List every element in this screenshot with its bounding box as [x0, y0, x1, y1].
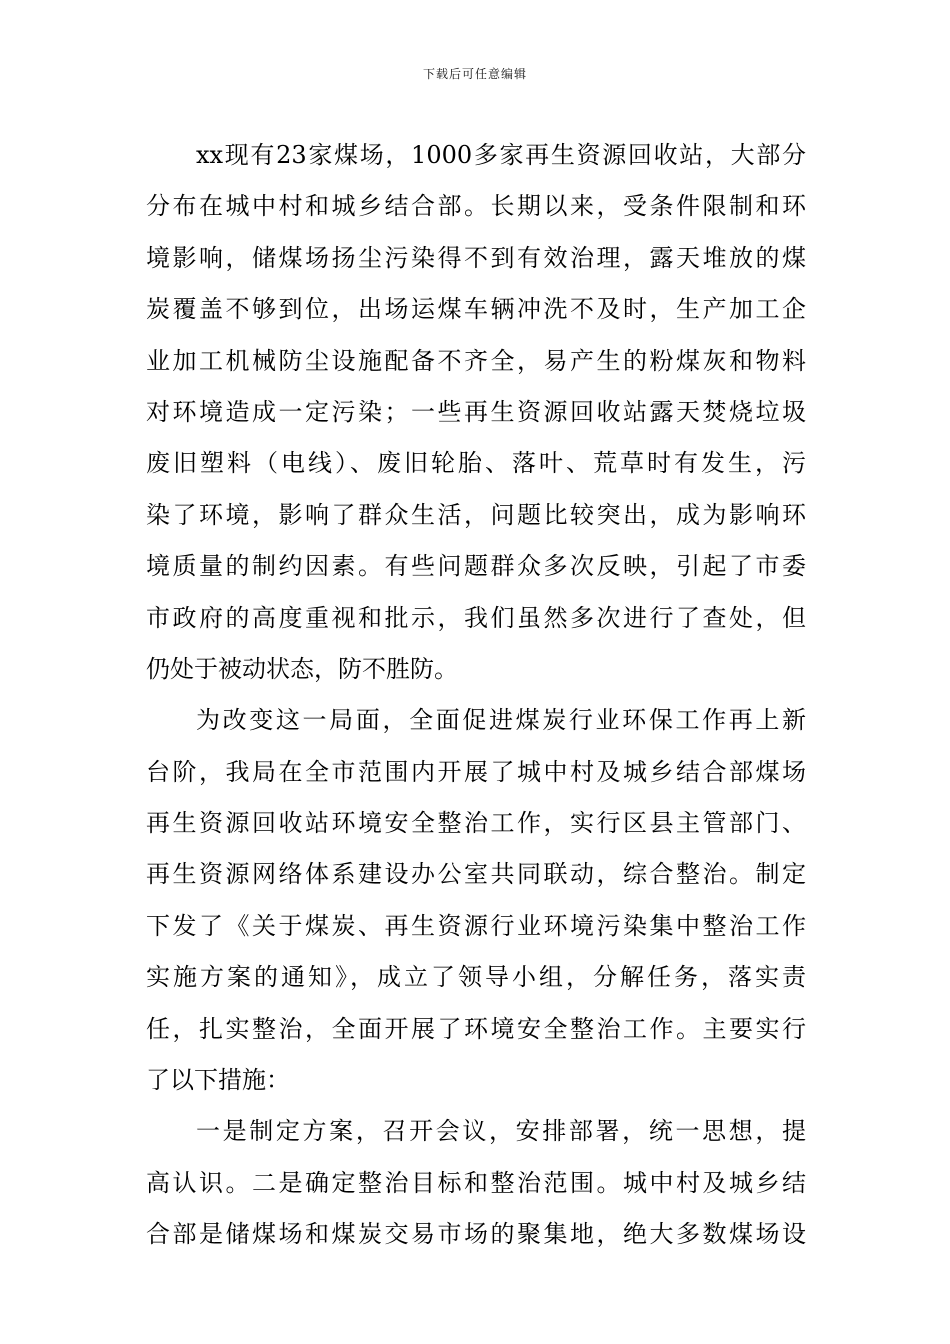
text-line: 为改变这一局面，全面促进煤炭行业环保工作再上新 — [196, 706, 806, 735]
body-text — [146, 130, 806, 1261]
text-line: 染了环境，影响了群众生活，问题比较突出，成为影响环 — [146, 500, 806, 529]
text-line: 台阶，我局在全市范围内开展了城中村及城乡结合部煤场 — [146, 757, 806, 786]
text-line: 仍处于被动状态，防不胜防。 — [146, 654, 458, 683]
text-line: 任，扎实整治，全面开展了环境安全整治工作。主要实行 — [146, 1014, 806, 1043]
text-line: 分布在城中村和城乡结合部。长期以来，受条件限制和环 — [146, 192, 806, 221]
text-line: 市政府的高度重视和批示，我们虽然多次进行了查处，但 — [146, 603, 806, 632]
text-line: 境影响，储煤场扬尘污染得不到有效治理，露天堆放的煤 — [146, 243, 806, 272]
text-line: 合部是储煤场和煤炭交易市场的聚集地，绝大多数煤场设 — [146, 1220, 806, 1249]
text-line: 实施方案的通知》，成立了领导小组，分解任务，落实责 — [146, 963, 806, 992]
text-line: 再生资源网络体系建设办公室共同联动，综合整治。制定 — [146, 860, 806, 889]
text-line: 对环境造成一定污染；一些再生资源回收站露天焚烧垃圾 — [146, 397, 806, 426]
text-line: xx现有23家煤场，1000多家再生资源回收站，大部分 — [196, 141, 806, 169]
text-line: 再生资源回收站环境安全整治工作，实行区县主管部门、 — [146, 809, 806, 838]
text-line: 业加工机械防尘设施配备不齐全，易产生的粉煤灰和物料 — [146, 346, 806, 375]
text-line: 一是制定方案，召开会议，安排部署，统一思想，提 — [196, 1117, 806, 1146]
text-line: 废旧塑料（电线）、废旧轮胎、落叶、荒草时有发生，污 — [146, 449, 806, 478]
text-line: 高认识。二是确定整治目标和整治范围。城中村及城乡结 — [146, 1168, 806, 1197]
text-line: 境质量的制约因素。有些问题群众多次反映，引起了市委 — [146, 552, 806, 581]
text-line: 下发了《关于煤炭、再生资源行业环境污染集中整治工作 — [146, 911, 806, 940]
text-line: 了以下措施： — [146, 1066, 290, 1095]
page-header: 下载后可任意编辑 — [422, 67, 527, 81]
text-line: 炭覆盖不够到位，出场运煤车辆冲洗不及时，生产加工企 — [146, 295, 806, 324]
